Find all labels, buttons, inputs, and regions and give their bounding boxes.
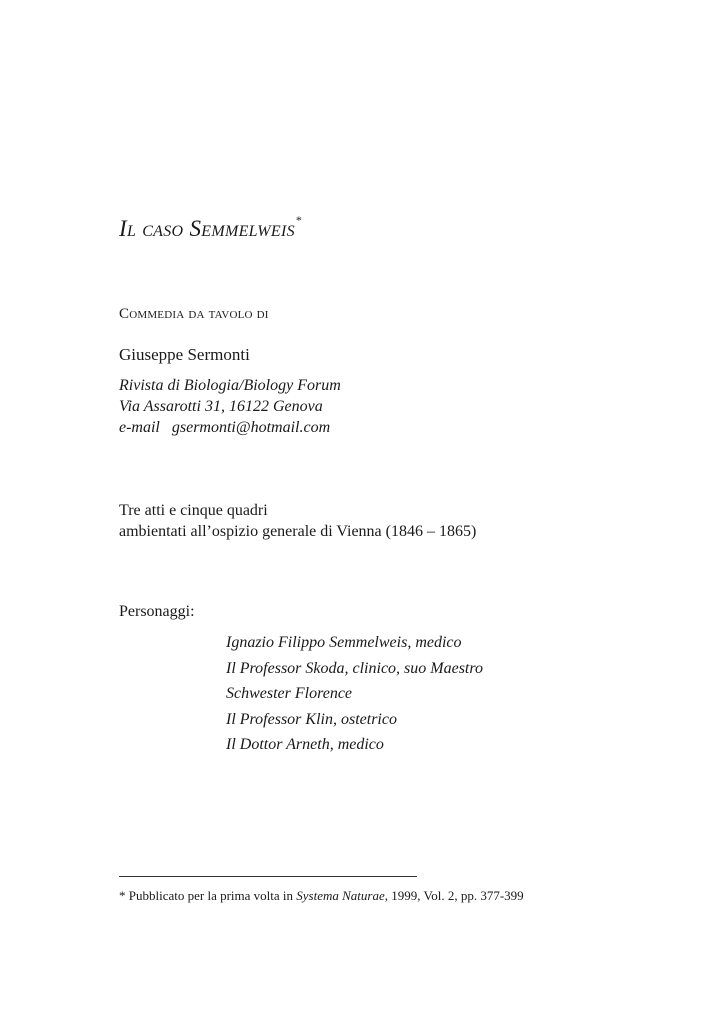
affiliation-line: Rivista di Biologia/Biology Forum	[119, 377, 341, 394]
characters-label: Personaggi:	[119, 603, 195, 620]
character-item: Il Dottor Arneth, medico	[226, 736, 384, 753]
email-address: gsermonti@hotmail.com	[171, 419, 331, 436]
character-item: Schwester Florence	[226, 685, 353, 702]
description-line: Tre atti e cinque quadri	[119, 502, 268, 519]
description-line: ambientati all’ospizio generale di Vienna (1846 – 1865)	[119, 523, 477, 540]
page-title	[119, 213, 302, 242]
email-label: e-mail	[119, 419, 160, 436]
characters-list	[226, 630, 483, 758]
title-text: Il caso Semmelweis	[119, 216, 295, 241]
character-item: Ignazio Filippo Semmelweis, medico	[226, 634, 462, 651]
footnote-suffix: , 1999, Vol. 2, pp. 377-399	[384, 888, 524, 903]
character-item: Il Professor Klin, ostetrico	[226, 710, 397, 728]
footnote	[119, 888, 524, 904]
author-name: Giuseppe Sermonti	[119, 345, 250, 364]
affiliation-line: Via Assarotti 31, 16122 Genova	[119, 398, 323, 415]
play-description	[119, 500, 476, 542]
author-affiliation	[119, 375, 341, 438]
footnote-divider	[119, 876, 417, 877]
footnote-journal: Systema Naturae	[296, 888, 385, 903]
title-footnote-marker: *	[295, 213, 303, 227]
email-line	[119, 417, 341, 438]
character-item: Il Professor Skoda, clinico, suo Maestro	[226, 659, 484, 677]
footnote-prefix: * Pubblicato per la prima volta in	[119, 888, 297, 903]
subtitle: Commedia da tavolo di	[119, 306, 269, 322]
